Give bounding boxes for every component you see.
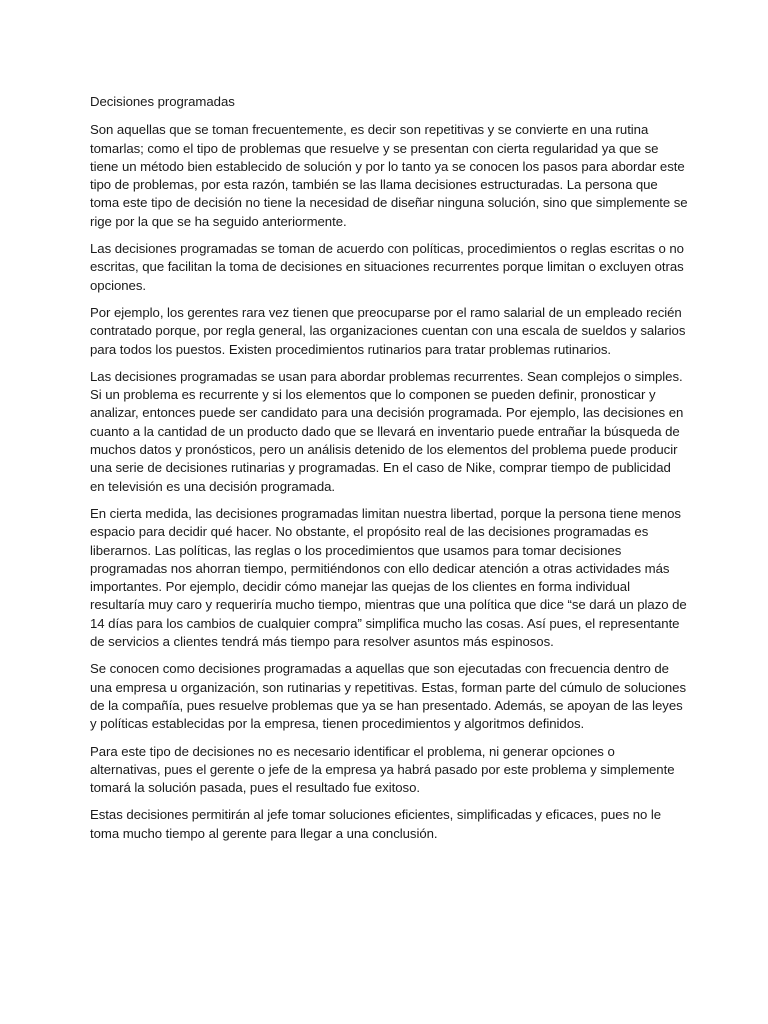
paragraph-4: Las decisiones programadas se usan para abordar problemas recurrentes. Sean complejos o simples. Si un problema es recurrente y si los elementos que lo componen se pueden definir, pronosticar y analizar, entonces puede ser candidato para una decisión programada. Por ejemplo, las decisiones en cuanto a la cantidad de un producto dado que se llevará en inventario puede entrañar la búsqueda de muchos datos y pronósticos, pero un análisis detenido de los elementos del problema puede producir una serie de decisiones rutinarias y programadas. En el caso de Nike, comprar tiempo de publicidad en televisión es una decisión programada. xyxy=(90,368,684,494)
document-title: Decisiones programadas xyxy=(90,94,235,109)
paragraph-5: En cierta medida, las decisiones programadas limitan nuestra libertad, porque la persona tiene menos espacio para decidir qué hacer. No obstante, el propósito real de las decisiones programadas es liberarnos. Las políticas, las reglas o los procedimientos que usamos para tomar decisiones programadas nos ahorran tiempo, permitiéndonos con ello dedicar atención a otras actividades más importantes. Por ejemplo, decidir cómo manejar las quejas de los clientes en forma individual resultaría muy caro y requeriría mucho tiempo, mientras que una política que dice “se dará un plazo de 14 días para los cambios de cualquier compra” simplifica mucho las cosas. Así pues, el representante de servicios a clientes tendrá más tiempo para resolver asuntos más espinosos. xyxy=(90,505,687,650)
paragraph-7: Para este tipo de decisiones no es necesario identificar el problema, ni generar opciones o alternativas, pues el gerente o jefe de la empresa ya habrá pasado por este problema y simplemente tomará la solución pasada, pues el resultado fue exitoso. xyxy=(90,743,675,796)
paragraph-3: Por ejemplo, los gerentes rara vez tienen que preocuparse por el ramo salarial de un empleado recién contratado porque, por regla general, las organizaciones cuentan con una escala de sueldos y salarios para todos los puestos. Existen procedimientos rutinarios para tratar problemas rutinarios. xyxy=(90,304,686,357)
paragraph-6: Se conocen como decisiones programadas a aquellas que son ejecutadas con frecuencia dentro de una empresa u organización, son rutinarias y repetitivas. Estas, forman parte del cúmulo de soluciones de la compañía, pues resuelve problemas que ya se han presentado. Además, se apoyan de las leyes y políticas establecidas por la empresa, tienen procedimientos y algoritmos definidos. xyxy=(90,661,686,732)
paragraph-2: Las decisiones programadas se toman de acuerdo con políticas, procedimientos o reglas escritas o no escritas, que facilitan la toma de decisiones en situaciones recurrentes porque limitan o excluyen otras opciones. xyxy=(90,241,684,293)
paragraph-8: Estas decisiones permitirán al jefe tomar soluciones eficientes, simplificadas y eficaces, pues no le toma mucho tiempo al gerente para llegar a una conclusión. xyxy=(90,807,662,841)
document-body xyxy=(90,93,688,843)
paragraph-1: Son aquellas que se toman frecuentemente, es decir son repetitivas y se convierte en una rutina tomarlas; como el tipo de problemas que resuelve y se presentan con cierta regularidad ya que se tiene un método bien establecido de solución y por lo tanto ya se conocen los pasos para abordar este tipo de problemas, por esta razón, también se las llama decisiones estructuradas. La persona que toma este tipo de decisión no tiene la necesidad de diseñar ninguna solución, sino que simplemente se rige por la que se ha seguido anteriormente. xyxy=(90,122,688,229)
